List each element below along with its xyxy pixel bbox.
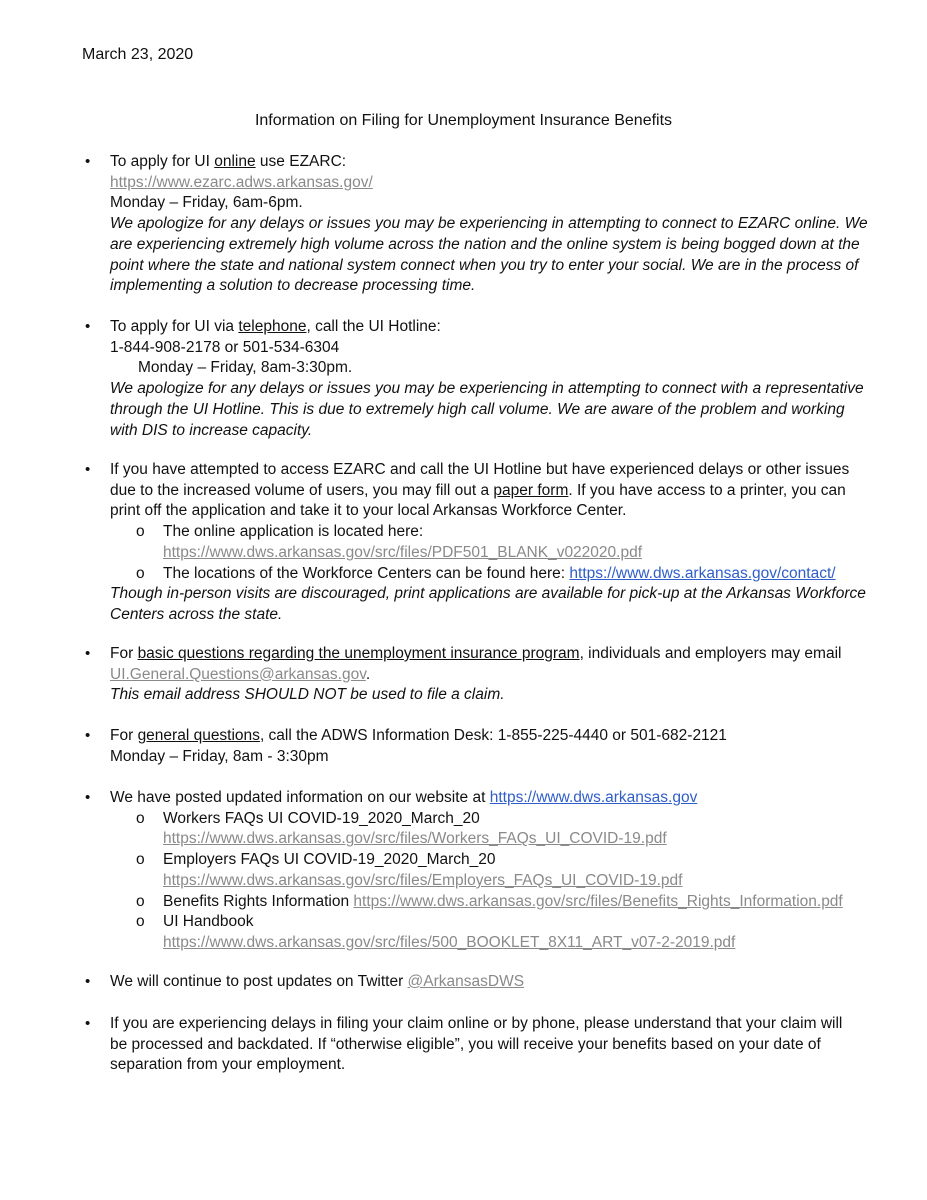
bullet-icon: • — [85, 973, 91, 990]
section-apply-online: • To apply for UI online use EZARC: https://www.ezarc.adws.arkansas.gov/ Monday – Friday, 6am-6pm. We apologize for any delays or issues you may be experiencing in attempting to connect to EZARC online. We are experiencing extremely high volume across the nation and the online system is being bogged down at the point where the state and national system connect when you try to enter your social. We are in the process of implementing a solution to decrease processing time. — [0, 152, 927, 297]
paper-line-3: print off the application and take it to your local Arkansas Workforce Center. — [110, 502, 627, 520]
bullet-icon: • — [85, 1015, 91, 1032]
paper-note-1: Though in-person visits are discouraged, print applications are available for pick-up at the Arkansas Workforce — [110, 585, 866, 603]
ui-handbook-label: UI Handbook — [163, 913, 254, 931]
sub-bullet-icon: o — [136, 809, 145, 827]
workers-faq-link[interactable]: https://www.dws.arkansas.gov/src/files/Workers_FAQs_UI_COVID-19.pdf — [163, 830, 667, 848]
online-hours: Monday – Friday, 6am-6pm. — [110, 194, 303, 212]
online-note-3: point where the state and national system connect when you try to enter your social. We are in the process of — [110, 256, 859, 274]
bullet-icon: • — [85, 461, 91, 478]
email-note: This email address SHOULD NOT be used to file a claim. — [110, 686, 505, 704]
section-website: • We have posted updated information on our website at https://www.dws.arkansas.gov o Workers FAQs UI COVID-19_2020_March_20 https://www.dws.arkansas.gov/src/files/Workers_FAQs_UI_COVID-19.pdf o Employers FAQs UI COVID-19_2020_March_20 https://www.dws.arkansas.gov/src/files/Employers_FAQs_UI_COVID-19.pdf o Benefits Rights Information https://www.dws.arkansas.gov/src/files/Benefits_Rights_Information.pdf o UI Handbook https://www.dws.arkansas.gov/src/files/500_BOOKLET_8X11_ART_v07-2-2019.pdf — [0, 788, 927, 954]
application-pdf-link[interactable]: https://www.dws.arkansas.gov/src/files/PDF501_BLANK_v022020.pdf — [163, 543, 643, 561]
paper-form-label: paper form — [493, 481, 569, 499]
delays-line-3: separation from your employment. — [110, 1056, 346, 1074]
hotline-numbers: 1-844-908-2178 or 501-534-6304 — [110, 338, 340, 356]
section-delays — [0, 1014, 927, 1076]
employers-faq-label: Employers FAQs UI COVID-19_2020_March_20 — [163, 851, 496, 869]
list-item — [0, 912, 927, 953]
document-title: Information on Filing for Unemployment Insurance Benefits — [254, 112, 673, 129]
bullet-icon: • — [85, 645, 91, 662]
phone-hours: Monday – Friday, 8am-3:30pm. — [138, 359, 353, 377]
benefits-rights-label: Benefits Rights Information — [163, 892, 354, 910]
section-basic-questions: • For basic questions regarding the unemployment insurance program, individuals and employers may email UI.General.Questions@arkansas.gov. This email address SHOULD NOT be used to file a claim. — [0, 644, 927, 706]
workers-faq-label: Workers FAQs UI COVID-19_2020_March_20 — [163, 809, 480, 827]
phone-note-2: through the UI Hotline. This is due to extremely high call volume. We are aware of the problem and working — [110, 400, 845, 418]
bullet-icon: • — [85, 318, 91, 335]
delays-line-1: If you are experiencing delays in filing your claim online or by phone, please understand that your claim will — [110, 1015, 843, 1032]
sub-bullet-icon: o — [136, 851, 145, 869]
phone-note-3: with DIS to increase capacity. — [110, 421, 313, 439]
sub-bullet-icon: o — [136, 892, 145, 910]
general-questions-label: general questions — [137, 727, 260, 744]
online-note-1: We apologize for any delays or issues you may be experiencing in attempting to connect to EZARC online. We — [110, 215, 868, 233]
section-paper-form: • If you have attempted to access EZARC and call the UI Hotline but have experienced delays or other issues due to the increased volume of users, you may fill out a paper form. If you have access to a printer, you can print off the application and take it to your local Arkansas Workforce Center. o The online application is located here: https://www.dws.arkansas.gov/src/files/PDF501_BLANK_v022020.pdf o The locations of the Workforce Centers can be found here: https://www.dws.arkansas.gov/contact/ Though in-person visits are discouraged, print applications are available for pick-up at the Arkansas Workforce Centers across the state. — [0, 460, 927, 626]
bullet-icon: • — [85, 153, 91, 170]
twitter-link[interactable]: @ArkansasDWS — [407, 973, 525, 990]
section-twitter: • We will continue to post updates on Twitter @ArkansasDWS — [0, 972, 927, 993]
ui-handbook-link[interactable]: https://www.dws.arkansas.gov/src/files/500_BOOKLET_8X11_ART_v07-2-2019.pdf — [163, 933, 736, 951]
workforce-centers-label: The locations of the Workforce Centers can be found here: — [163, 564, 570, 582]
list-item — [0, 850, 927, 891]
section-general-questions: • For general questions, call the ADWS Information Desk: 1-855-225-4440 or 501-682-2121 Monday – Friday, 8am - 3:30pm — [0, 726, 927, 767]
online-label: online — [214, 153, 256, 170]
email-link[interactable]: UI.General.Questions@arkansas.gov — [110, 665, 366, 683]
online-note-2: are experiencing extremely high volume across the nation and the online system is being bogged down at the — [110, 235, 860, 253]
section-apply-telephone: • To apply for UI via telephone, call the UI Hotline: 1-844-908-2178 or 501-534-6304 Monday – Friday, 8am-3:30pm. We apologize for any delays or issues you may be experiencing in attempting to connect with a representative through the UI Hotline. This is due to extremely high call volume. We are aware of the problem and working with DIS to increase capacity. — [0, 317, 927, 441]
delays-line-2: be processed and backdated. If “otherwise eligible”, you will receive your benefits based on your date of — [110, 1035, 821, 1053]
contact-link[interactable]: https://www.dws.arkansas.gov/contact/ — [569, 564, 836, 582]
paper-line-1: If you have attempted to access EZARC and call the UI Hotline but have experienced delays or other issues — [110, 461, 850, 478]
info-desk-hours: Monday – Friday, 8am - 3:30pm — [110, 747, 329, 765]
list-item — [0, 892, 927, 913]
sub-bullet-icon: o — [136, 913, 145, 931]
paper-note-2: Centers across the state. — [110, 605, 283, 623]
list-item — [0, 809, 927, 850]
online-note-4: implementing a solution to decrease processing time. — [110, 277, 476, 295]
sub-bullet-icon: o — [136, 523, 145, 541]
basic-questions-label: basic questions regarding the unemployment insurance program — [137, 645, 580, 662]
bullet-icon: • — [85, 727, 91, 744]
phone-note-1: We apologize for any delays or issues you may be experiencing in attempting to connect with a representative — [110, 380, 864, 398]
telephone-label: telephone — [238, 318, 307, 335]
document-date: March 23, 2020 — [82, 46, 194, 63]
sub-bullet-icon: o — [136, 564, 145, 582]
website-link[interactable]: https://www.dws.arkansas.gov — [489, 789, 698, 806]
online-application-label: The online application is located here: — [163, 523, 424, 541]
employers-faq-link[interactable]: https://www.dws.arkansas.gov/src/files/Employers_FAQs_UI_COVID-19.pdf — [163, 871, 683, 889]
benefits-rights-link[interactable]: https://www.dws.arkansas.gov/src/files/Benefits_Rights_Information.pdf — [353, 892, 843, 910]
ezarc-link[interactable]: https://www.ezarc.adws.arkansas.gov/ — [110, 173, 373, 191]
bullet-icon: • — [85, 789, 91, 806]
